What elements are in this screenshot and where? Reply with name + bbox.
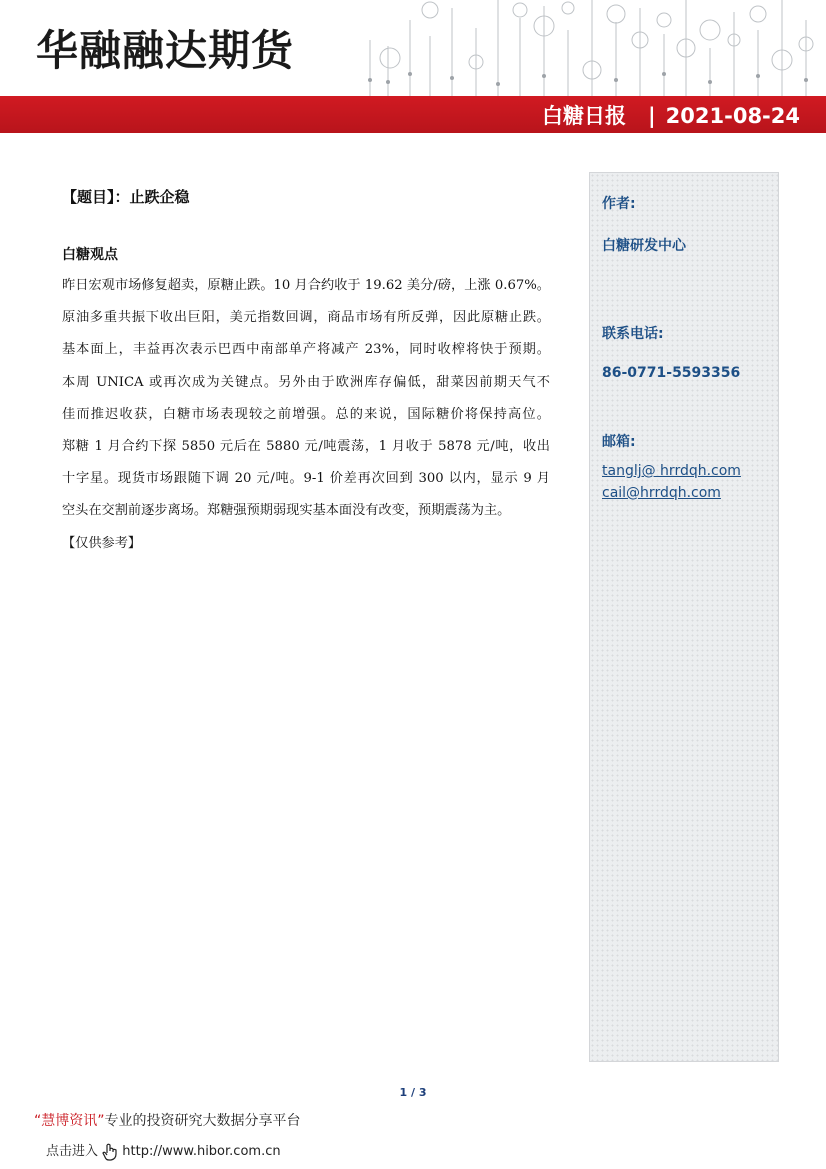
author-label: 作者: [602,196,636,212]
body-line: 本周 UNICA 或再次成为关键点。另外由于欧洲库存偏低，甜菜因前期天气不 [62,374,550,390]
email-label: 邮箱: [602,434,636,450]
footer-enter-text: 点击进入 [46,1144,99,1159]
phone-label: 联系电话: [602,326,664,342]
body-line: 郑糖 1 月合约下探 5850 元后在 5880 元/吨震荡，1 月收于 5878 元/吨，收出 [62,439,550,455]
phone-value: 86-0771-5593356 [602,365,741,381]
footer-tagline [34,1110,301,1130]
body-line: 空头在交割前逐步离场。郑糖强预期弱现实基本面没有改变，预期震荡为主。 [62,503,511,519]
footer-url-link[interactable]: http://www.hibor.com.cn [122,1144,281,1159]
page-number: 1 / 3 [399,1086,427,1099]
footer-quote-open: “ [34,1113,42,1129]
report-title [542,100,800,130]
body-line: 基本面上，丰益再次表示巴西中南部单产将减产 23%，同时收榨将快于预期。 [62,342,550,358]
footer-quote-close: ” [97,1113,105,1129]
section-title: 白糖观点 [62,247,118,263]
footer-brand-name: 慧博资讯 [41,1113,98,1129]
footer-link-row[interactable] [46,1140,281,1161]
footer-tagline-text: 专业的投资研究大数据分享平台 [104,1113,301,1129]
author-value: 白糖研发中心 [602,238,686,254]
report-date: 2021-08-24 [665,104,800,128]
body-line: 原油多重共振下收出巨阳，美元指数回调，商品市场有所反弹，因此原糖止跌。 [62,310,550,326]
report-name: 白糖日报 [542,104,626,128]
email-link-2[interactable]: cail@hrrdqh.com [602,485,721,501]
body-paragraph [62,270,550,560]
report-topic: 【题目】：止跌企稳 [62,188,190,206]
body-line: 十字星。现货市场跟随下调 20 元/吨。9-1 价差再次回到 300 以内，显示 9 月 [62,471,550,487]
disclaimer-note: 【仅供参考】 [62,535,142,551]
pointing-hand-icon [102,1143,118,1161]
header-decoration [330,0,826,96]
email-link-1[interactable]: tanglj@ hrrdqh.com [602,463,741,479]
body-line: 昨日宏观市场修复超卖，原糖止跌。10 月合约收于 19.62 美分/磅，上涨 0.67%。 [62,278,550,293]
body-line: 佳而推迟收获，白糖市场表现较之前增强。总的来说，国际糖价将保持高位。 [62,406,550,422]
author-sidebar [589,172,779,1062]
brand-logo-text: 华融融达期货 [36,26,295,75]
title-separator: | [648,104,656,128]
